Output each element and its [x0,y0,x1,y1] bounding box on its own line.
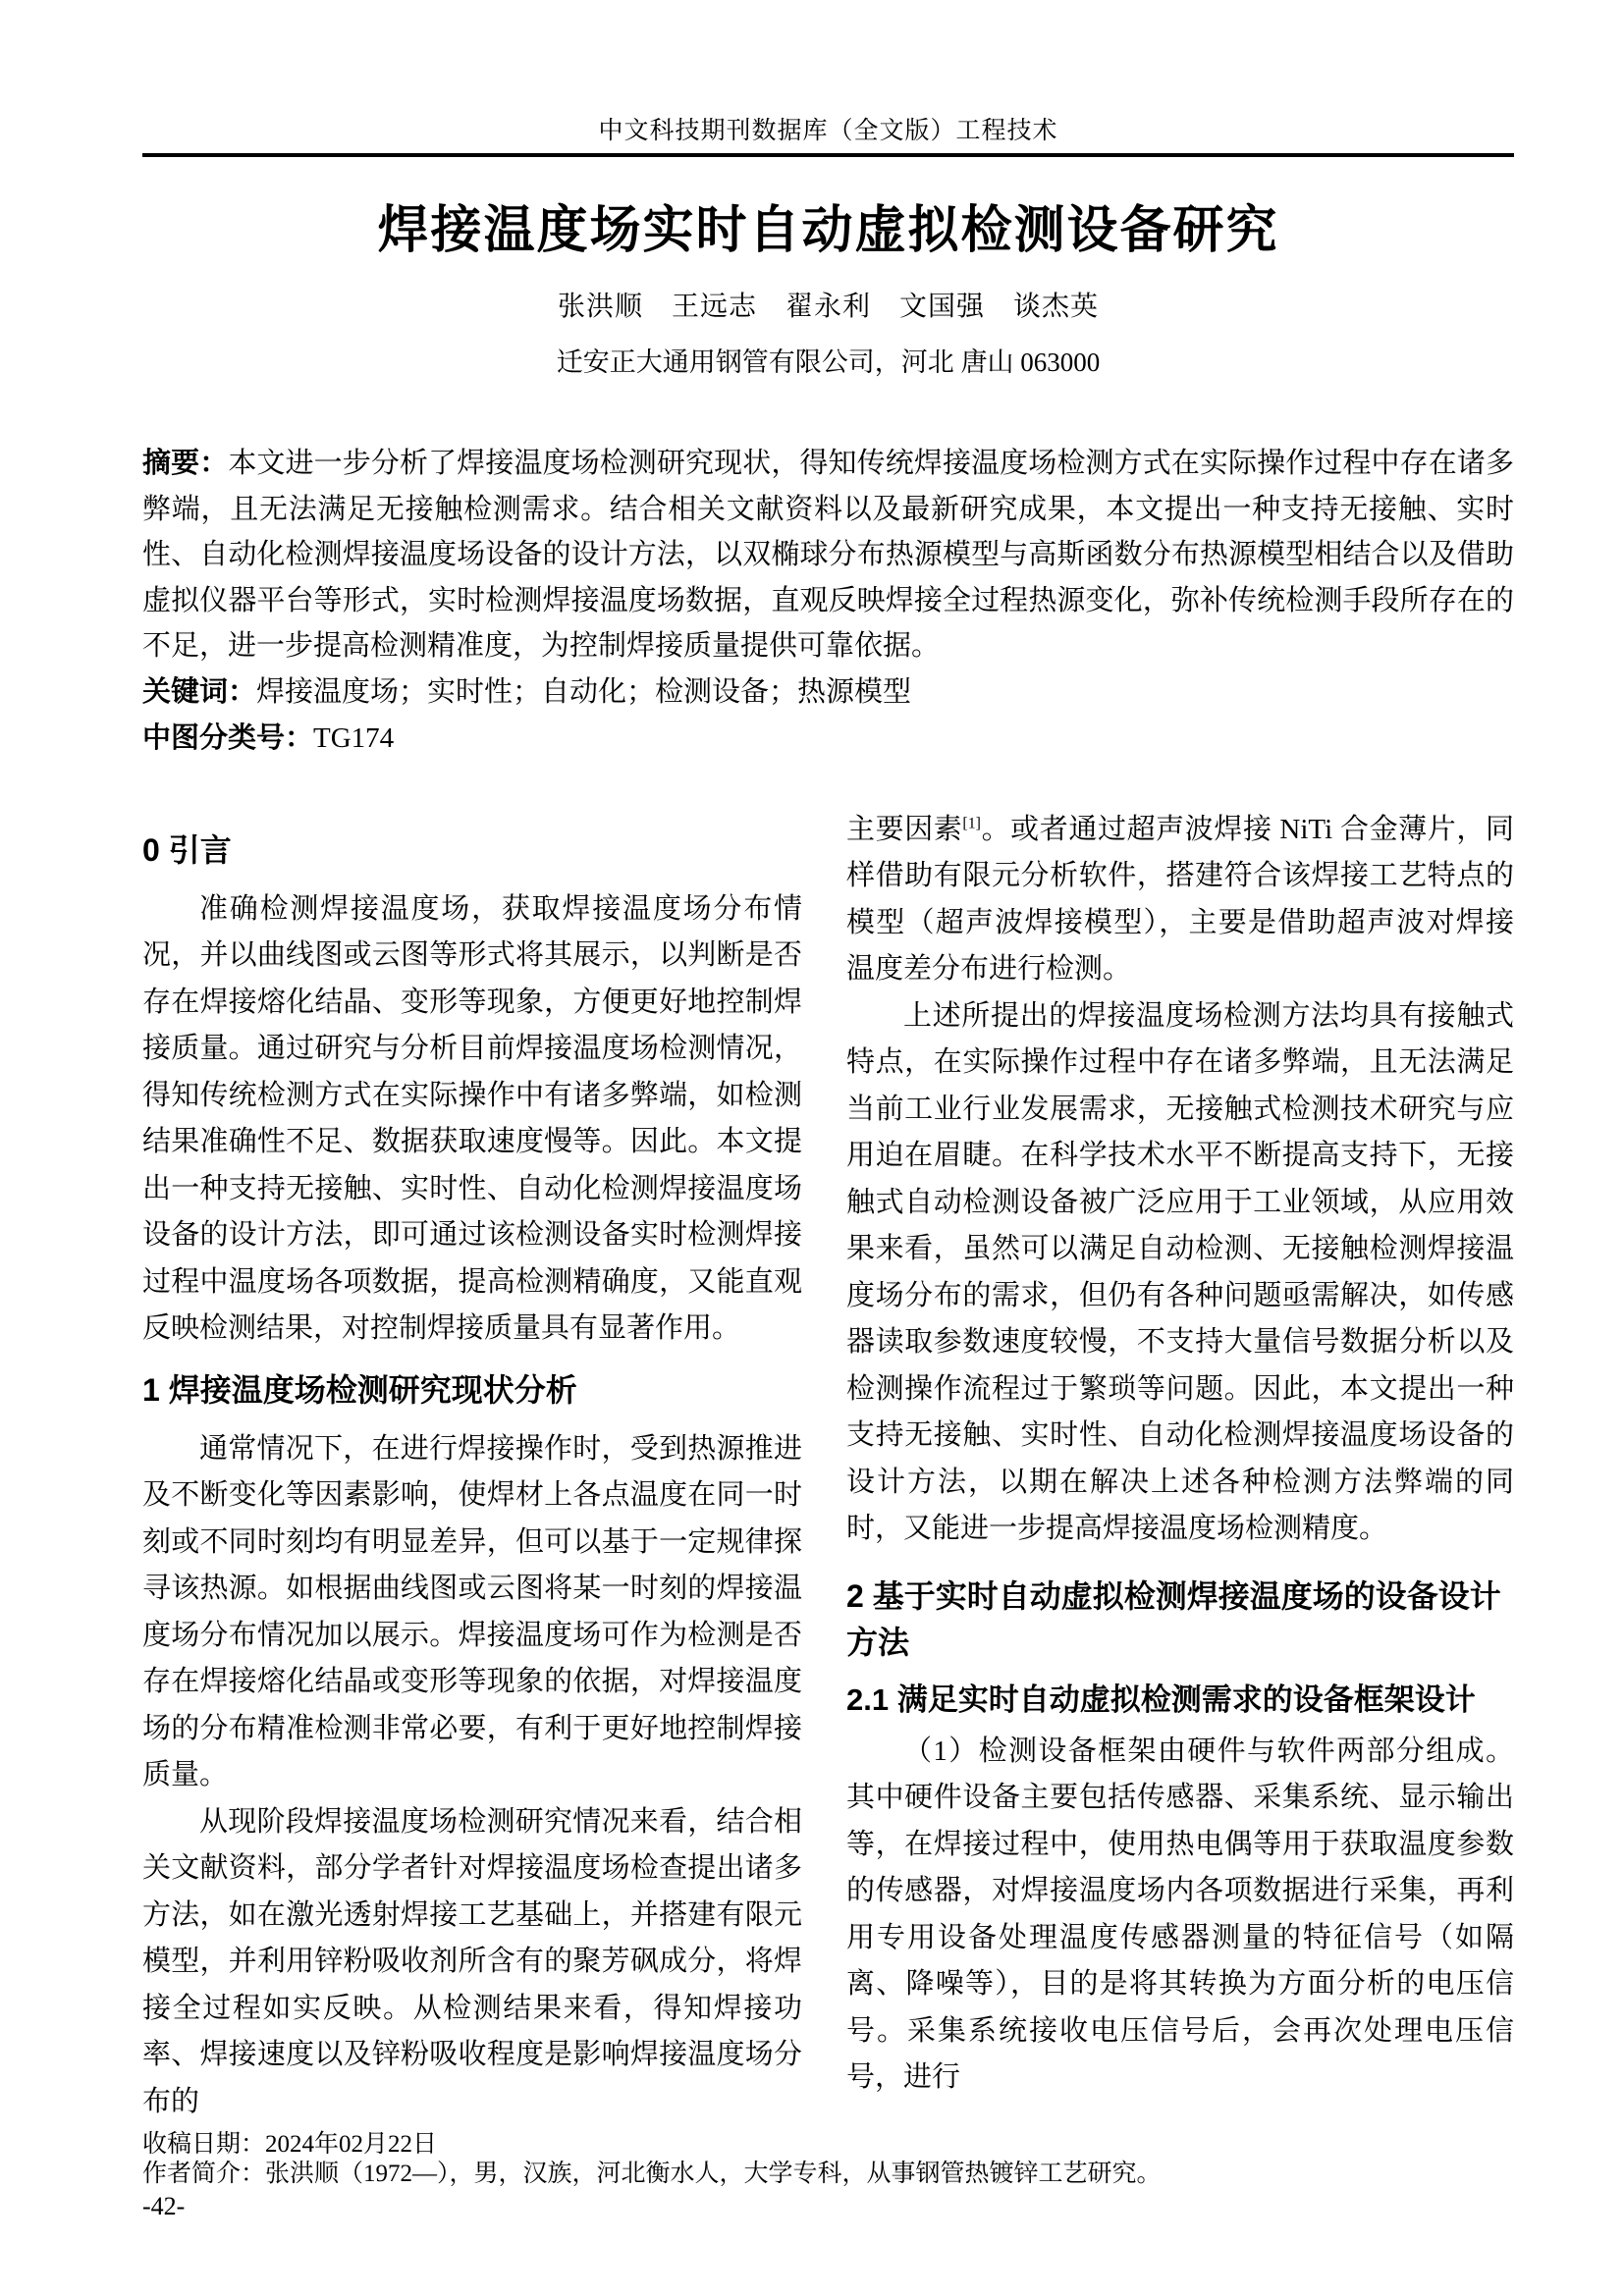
citation-ref: [1] [962,814,981,831]
continuation-text-after-ref: 。或者通过超声波焊接 NiTi 合金薄片，同样借助有限元分析软件，搭建符合该焊接工艺特点的模型（超声波焊接模型），主要是借助超声波对焊接温度差分布进行检测。 [846,813,1514,985]
left-column [142,807,802,2126]
keywords-line [142,669,1514,716]
clc-text: TG174 [313,721,395,754]
right-column [846,807,1514,2126]
intro-paragraph: 准确检测焊接温度场，获取焊接温度场分布情况，并以曲线图或云图等形式将其展示，以判断是否存在焊接熔化结晶、变形等现象，方便更好地控制焊接质量。通过研究与分析目前焊接温度场检测情况，得知传统检测方式在实际操作中有诸多弊端，如检测结果准确性不足、数据获取速度慢等。因此。本文提出一种支持无接触、实时性、自动化检测焊接温度场设备的设计方法，即可通过该检测设备实时检测焊接过程中温度场各项数据，提高检测精确度，又能直观反映检测结果，对控制焊接质量具有显著作用。 [142,892,802,1344]
section2-paragraph-1: （1）检测设备框架由硬件与软件两部分组成。其中硬件设备主要包括传感器、采集系统、显示输出等，在焊接过程中，使用热电偶等用于获取温度参数的传感器，对焊接温度场内各项数据进行采集，再利用专用设备处理温度传感器测量的特征信号（如隔离、降噪等），目的是将其转换为方面分析的电压信号。采集系统接收电压信号后，会再次处理电压信号，进行 [846,1735,1514,2093]
section1-paragraph-1: 通常情况下，在进行焊接操作时，受到热源推进及不断变化等因素影响，使焊材上各点温度在同一时刻或不同时刻均有明显差异，但可以基于一定规律探寻该热源。如根据曲线图或云图将某一时刻的焊接温度场分布情况加以展示。焊接温度场可作为检测是否存在焊接熔化结晶或变形等现象的依据，对焊接温度场的分布精准检测非常必要，有利于更好地控制焊接质量。 [142,1432,802,1790]
continuation-text: 主要因素 [846,813,963,845]
authors-line: 张洪顺 王远志 翟永利 文国强 谈杰英 [557,292,1099,322]
abstract-label: 摘要： [142,448,229,479]
clc-line [142,716,1514,762]
section1-paragraph-2-continued [846,807,1514,993]
paper-title: 焊接温度场实时自动虚拟检测设备研究 [377,202,1279,259]
keywords-text: 焊接温度场；实时性；自动化；检测设备；热源模型 [256,675,912,708]
two-column-body [142,807,1514,2126]
received-date-line: 收稿日期：2024年02月22日 [142,2131,438,2158]
section1-paragraph-2: 从现阶段焊接温度场检测研究情况来看，结合相关文献资料，部分学者针对焊接温度场检查提出诸多方法，如在激光透射焊接工艺基础上，并搭建有限元模型，并利用锌粉吸收剂所含有的聚芳砜成分，将焊接全过程如实反映。从检测结果来看，得知焊接功率、焊接速度以及锌粉吸收程度是影响焊接温度场分布的 [142,1805,802,2117]
abstract-text: 本文进一步分析了焊接温度场检测研究现状，得知传统焊接温度场检测方式在实际操作过程中存在诸多弊端，且无法满足无接触检测需求。结合相关文献资料以及最新研究成果，本文提出一种支持无接触、实时性、自动化检测焊接温度场设备的设计方法，以双椭球分布热源模型与高斯函数分布热源模型相结合以及借助虚拟仪器平台等形式，实时检测焊接温度场数据，直观反映焊接全过程热源变化，弥补传统检测手段所存在的不足，进一步提高检测精准度，为控制焊接质量提供可靠依据。 [142,448,1514,662]
section-heading-2: 2 基于实时自动虚拟检测焊接温度场的设备设计方法 [846,1577,1501,1660]
abstract-paragraph [142,441,1514,669]
page-footer [142,2130,1514,2221]
section1-paragraph-3: 上述所提出的焊接温度场检测方法均具有接触式特点，在实际操作过程中存在诸多弊端，且无法满足当前工业行业发展需求，无接触式检测技术研究与应用迫在眉睫。在科学技术水平不断提高支持下，无接触式自动检测设备被广泛应用于工业领域，从应用效果来看，虽然可以满足自动检测、无接触检测焊接温度场分布的需求，但仍有各种问题亟需解决，如传感器读取参数速度较慢，不支持大量信号数据分析以及检测操作流程过于繁琐等问题。因此，本文提出一种支持无接触、实时性、自动化检测焊接温度场设备的设计方法，以期在解决上述各种检测方法弊端的同时，又能进一步提高焊接温度场检测精度。 [846,999,1514,1544]
section-heading-intro: 0 引言 [142,831,232,868]
header-divider-rule [142,153,1514,157]
clc-label: 中图分类号： [142,721,314,754]
page-number: -42- [142,2192,186,2220]
keywords-label: 关键词： [142,675,257,708]
section-heading-2-1: 2.1 满足实时自动虚拟检测需求的设备框架设计 [846,1682,1476,1717]
section-heading-1: 1 焊接温度场检测研究现状分析 [142,1371,577,1408]
affiliation-line: 迁安正大通用钢管有限公司，河北 唐山 063000 [556,347,1101,377]
journal-header: 中文科技期刊数据库（全文版）工程技术 [598,118,1058,144]
author-bio-line: 作者简介：张洪顺（1972—），男，汉族，河北衡水人，大学专科，从事钢管热镀锌工艺研究。 [142,2161,1162,2187]
